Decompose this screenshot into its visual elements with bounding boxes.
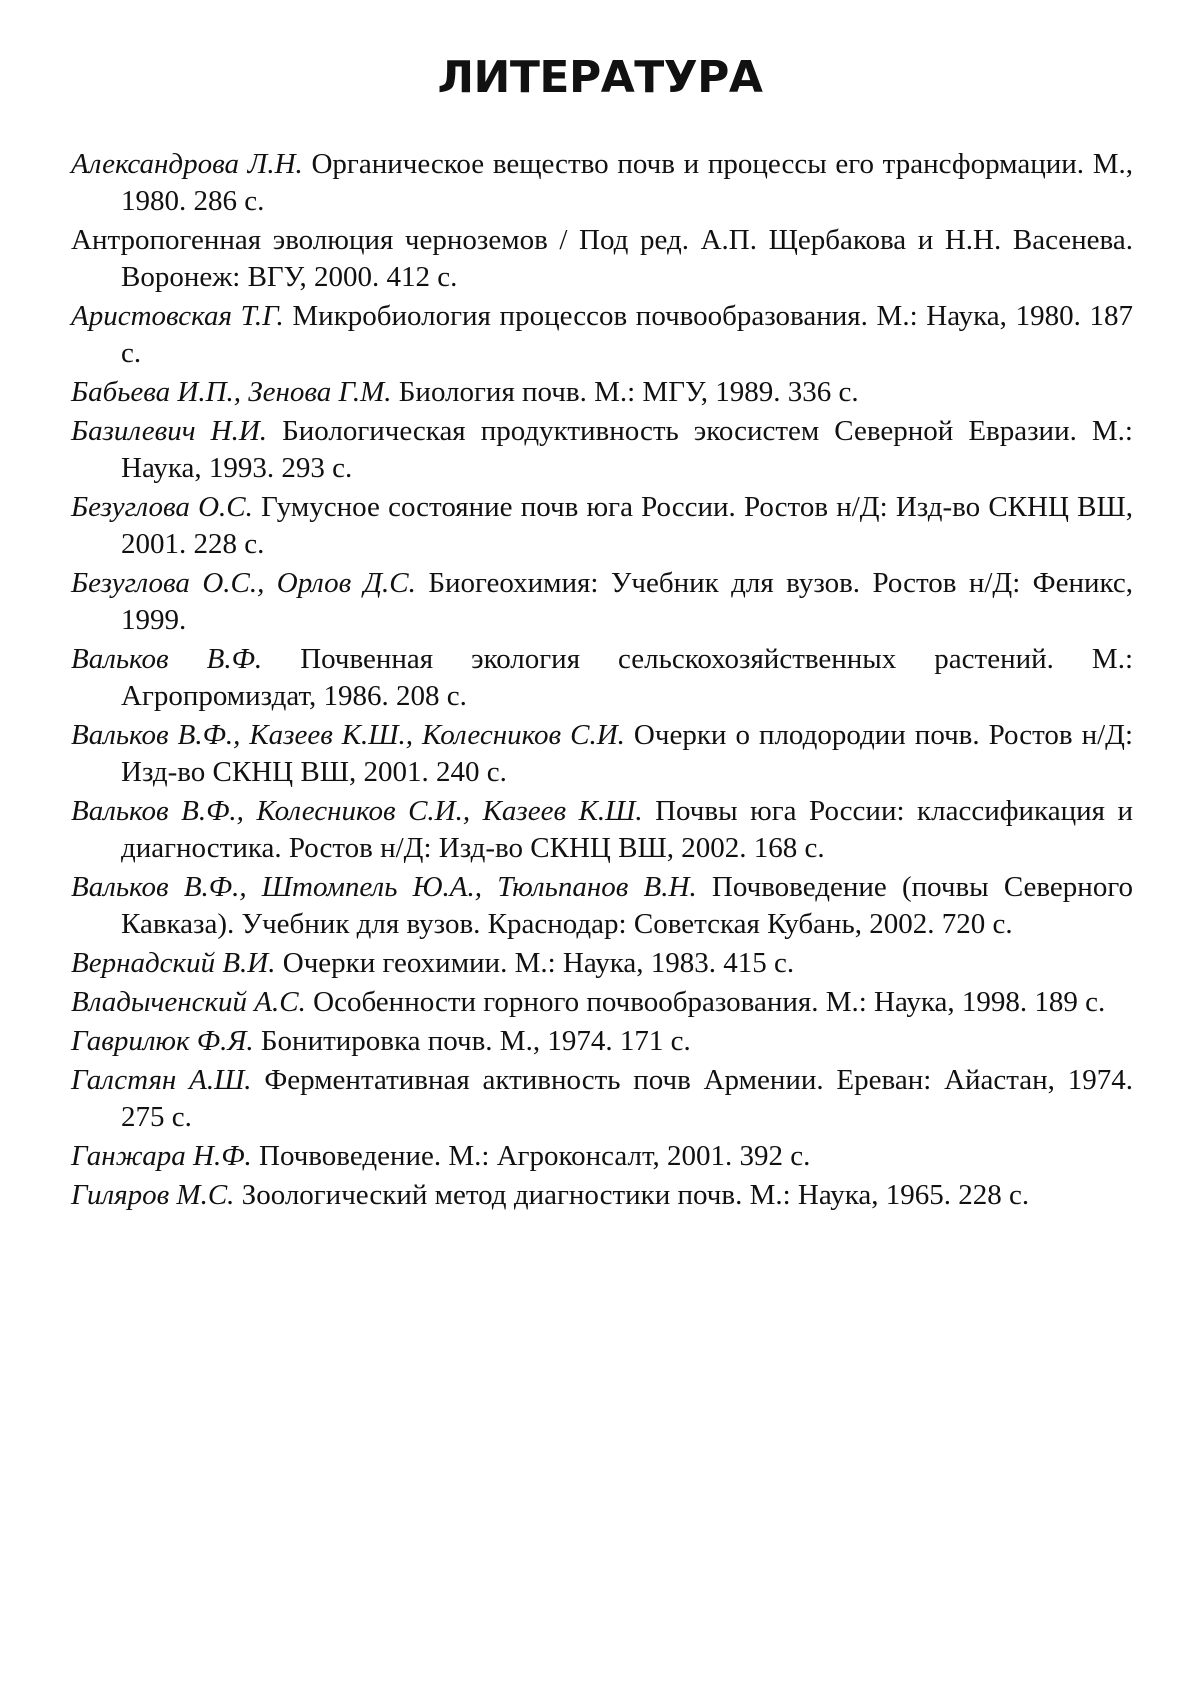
reference-text: Очерки о плодородии почв. Ростов н/Д: Изд-во СКНЦ ВШ, 2001. 240 с. — [121, 719, 1134, 788]
reference-text: Биологическая продуктивность экосистем Северной Евразии. М.: Наука, 1993. 293 с. — [121, 415, 1133, 484]
reference-author: Базилевич Н.И. — [71, 415, 268, 447]
reference-entry — [71, 641, 1133, 715]
reference-entry — [71, 793, 1133, 867]
reference-text: Почвы юга России: классификация и диагностика. Ростов н/Д: Изд-во СКНЦ ВШ, 2002. 168 с. — [121, 795, 1133, 864]
reference-author: Вернадский В.И. — [71, 947, 276, 979]
reference-author: Бабьева И.П., Зенова Г.М. — [71, 376, 392, 408]
reference-list — [71, 146, 1133, 1216]
reference-entry — [71, 984, 1133, 1021]
reference-text: Очерки геохимии. М.: Наука, 1983. 415 с. — [275, 947, 795, 979]
reference-author: Александрова Л.Н. — [71, 148, 303, 180]
reference-text: Органическое вещество почв и процессы его трансформации. М., 1980. 286 с. — [121, 148, 1133, 217]
reference-entry — [71, 1062, 1133, 1136]
reference-entry — [71, 489, 1133, 563]
reference-text: Почвоведение (почвы Северного Кавказа). Учебник для вузов. Краснодар: Советская Кубань, 2002. 720 с. — [121, 871, 1133, 940]
reference-author: Безуглова О.С. — [71, 491, 253, 523]
reference-author: Аристовская Т.Г. — [71, 300, 284, 332]
reference-text: Ферментативная активность почв Армении. Ереван: Айастан, 1974. 275 с. — [121, 1064, 1133, 1133]
reference-text: Почвоведение. М.: Агроконсалт, 2001. 392 с. — [251, 1140, 811, 1172]
reference-author: Вальков В.Ф., Казеев К.Ш., Колесников С.И. — [71, 719, 625, 751]
reference-entry — [71, 413, 1133, 487]
reference-text: Особенности горного почвообразования. М.: Наука, 1998. 189 с. — [305, 986, 1106, 1018]
reference-text: Гумусное состояние почв юга России. Ростов н/Д: Изд-во СКНЦ ВШ, 2001. 228 с. — [121, 491, 1133, 560]
reference-entry — [71, 222, 1133, 296]
reference-text: Биология почв. М.: МГУ, 1989. 336 с. — [391, 376, 859, 408]
reference-entry — [71, 1177, 1133, 1214]
reference-entry — [71, 869, 1133, 943]
reference-author: Вальков В.Ф. — [71, 643, 263, 675]
reference-text: Антропогенная эволюция черноземов / Под ред. А.П. Щербакова и Н.Н. Васенева. Воронеж: ВГУ, 2000. 412 с. — [71, 224, 1133, 293]
reference-author: Галстян А.Ш. — [71, 1064, 252, 1096]
reference-entry — [71, 298, 1133, 372]
reference-entry — [71, 717, 1133, 791]
reference-entry — [71, 1138, 1133, 1175]
reference-text: Почвенная экология сельскохозяйственных растений. М.: Агропромиздат, 1986. 208 с. — [121, 643, 1133, 712]
reference-text: Бонитировка почв. М., 1974. 171 с. — [253, 1025, 691, 1057]
reference-text: Биогеохимия: Учебник для вузов. Ростов н/Д: Феникс, 1999. — [121, 567, 1133, 636]
reference-author: Гаврилюк Ф.Я. — [71, 1025, 254, 1057]
reference-entry — [71, 146, 1133, 220]
reference-entry — [71, 374, 1133, 411]
reference-text: Зоологический метод диагностики почв. М.: Наука, 1965. 228 с. — [234, 1179, 1030, 1211]
reference-author: Вальков В.Ф., Штомпель Ю.А., Тюльпанов В.Н. — [71, 871, 697, 903]
reference-author: Владыченский А.С. — [71, 986, 306, 1018]
reference-author: Гиляров М.С. — [71, 1179, 235, 1211]
reference-author: Ганжара Н.Ф. — [71, 1140, 252, 1172]
reference-author: Безуглова О.С., Орлов Д.С. — [71, 567, 416, 599]
page-title: ЛИТЕРАТУРА — [437, 52, 763, 103]
reference-text: Микробиология процессов почвообразования. М.: Наука, 1980. 187 с. — [121, 300, 1133, 369]
reference-entry — [71, 945, 1133, 982]
reference-author: Вальков В.Ф., Колесников С.И., Казеев К.Ш. — [71, 795, 643, 827]
reference-entry — [71, 1023, 1133, 1060]
reference-entry — [71, 565, 1133, 639]
